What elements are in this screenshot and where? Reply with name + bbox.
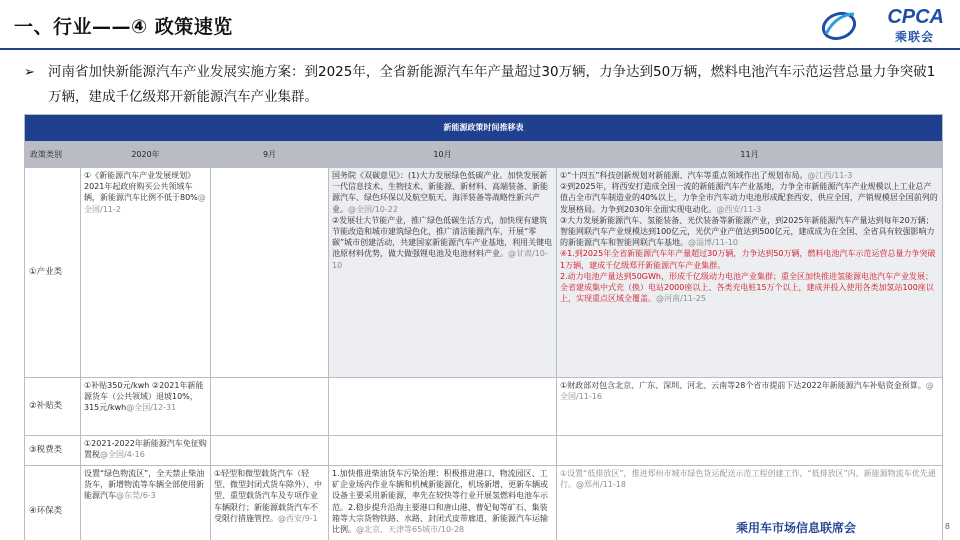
cell-nov	[557, 378, 943, 436]
cell-sep	[211, 378, 329, 436]
column-header: 2020年	[81, 142, 211, 168]
summary-paragraph	[24, 60, 944, 110]
logo-subtext: 乘联会	[894, 30, 934, 44]
table-row-tax	[25, 436, 943, 466]
policy-entry: 国务院《双碳意见》：(1)大力发展绿色低碳产业。加快发展新一代信息技术、生物技术、新能源、新材料、高端装备、新能源汽车、绿色环保以及航空航天、海洋装备等战略性新兴产业。@全国/10-22	[332, 171, 548, 214]
policy-entry: ③大力发展新能源汽车、氢能装备、光伏装备等新能源产业，到2025年新能源汽车产量达到每年20万辆；智能网联汽车产业规模达到100亿元，光伏产业产值达到500亿元，建成成为在全国、全省具有较强影响力的新能源汽车和智能网联汽车基地。@淄博/11-10	[560, 215, 935, 248]
cell-2020: ①补贴350元/kwh ②2021年新能源货车（公共领域）退坡10%，315元/kwh@全国/12-31	[81, 378, 211, 436]
row-label: ④环保类	[25, 466, 81, 540]
column-header: 政策类别	[25, 142, 81, 168]
policy-entry-highlight: 2.动力电池产量达到50GWh，形成千亿级动力电池产业集群；重全区加快推进氢能源电池汽车产业发展；全省建成集中式充（换）电站2000座以上、各类充电桩15万个以上，建成并投入使用各类加氢站100座以上，实现重点区域全覆盖。@河南/11-25	[560, 271, 934, 304]
cell-sep: ①轻型和微型载货汽车（轻型、微型封闭式货车除外）、中型、重型载货汽车及专项作业车辆限行；新能源载货汽车不受限行措施管控。@西安/9-1	[211, 466, 329, 540]
table-caption: 新能源政策时间推移表	[25, 115, 943, 142]
policy-entry: ①“十四五”科技创新规划对新能源、汽车等重点领域作出了规划布局。@江西/11-3	[560, 171, 853, 180]
cell-2020: 设置“绿色物流区”，全天禁止柴油货车，新增物流等车辆全部使用新能源汽车@东莞/6-3	[81, 466, 211, 540]
table-row-industry	[25, 168, 943, 378]
column-header: 11月	[557, 142, 943, 168]
cell-nov	[557, 436, 943, 466]
cell-2020: ①2021-2022年新能源汽车免征购置税@全国/4-16	[81, 436, 211, 466]
policy-timeline-table	[24, 114, 942, 540]
cell-oct	[329, 378, 557, 436]
logo-text: CPCA	[887, 6, 944, 28]
cpca-logo	[820, 4, 950, 46]
cell-oct	[329, 168, 557, 378]
policy-entry: ②到2025年，将西安打造成全国一流的新能源汽车产业基地，力争全市新能源汽车产业规模以上工业总产值占全市汽车制造业的40%以上，力争全市汽车动力电池形成配套西安、供应全国，产销规模居全国前列的发展格局。力争到2030年全面实现电动化。@西安/11-3	[560, 182, 938, 214]
bullet-arrow-icon: ➢	[24, 65, 35, 80]
policy-entry: ②发展壮大节能产业，推广绿色低碳生活方式，加快现有建筑节能改造和城市建筑绿色化，推广清洁能源汽车，开展“零碳”城市创建活动，共建国家新能源汽车产业基地，利用关键电池原材料优势，做大做强锂电池及电池材料产业。@甘肃/10-10	[332, 215, 553, 270]
policy-entry: ①财政部对包含北京、广东、深圳、河北、云南等28个省市提前下达2022年新能源汽车补贴资金预算。@全国/11-16	[560, 381, 934, 402]
column-header: 10月	[329, 142, 557, 168]
page-number: 8	[944, 522, 950, 531]
policy-entry-highlight: ④1.到2025年全省新能源汽车年产量超过30万辆，力争达到50万辆，燃料电池汽车示范运营总量力争突破1万辆，建成千亿级郑开新能源汽车产业集群。	[560, 249, 936, 270]
page-title: 一、行业——④ 政策速览	[14, 16, 233, 38]
table-row-subsidy	[25, 378, 943, 436]
cell-oct	[329, 466, 557, 540]
policy-entry: ①设置“低排放区”，推进郑州市城市绿色货运配送示范工程创建工作，“低排放区”内，新能源物流车优先通行。@郑州/11-18	[560, 469, 936, 490]
title-divider	[0, 48, 960, 50]
cell-sep	[211, 168, 329, 378]
row-label: ②补贴类	[25, 378, 81, 436]
row-label: ③税费类	[25, 436, 81, 466]
cell-oct	[329, 436, 557, 466]
cell-nov	[557, 168, 943, 378]
cell-2020: ①《新能源汽车产业发展规划》2021年起政府购买公共领域车辆，新能源汽车比例不低于80%@全国/11-2	[81, 168, 211, 378]
cell-sep	[211, 436, 329, 466]
summary-text: 河南省加快新能源汽车产业发展实施方案：到2025年，全省新能源汽车年产量超过30万辆，力争达到50万辆，燃料电池汽车示范运营总量力争突破1万辆，建成千亿级郑开新能源汽车产业集群。	[48, 64, 936, 105]
row-label: ①产业类	[25, 168, 81, 378]
footer-organization: 乘用车市场信息联席会	[736, 521, 857, 535]
policy-entry: 1.加快推进柴油货车污染治理：积极推进港口、物流园区、工矿企业场内作业车辆和机械新能源化，机场新增、更新车辆或设备主要采用新能源，率先在较快等行业开展氢燃料电池车示范。2.稳步提升沿海主要港口和唐山港、曹妃甸等矿石、集装箱等大宗货物铁路、水路、封闭式皮带廊道、新能源汽车运输比例。@北京、天津等65城市/10-28	[332, 469, 548, 535]
logo-swoosh-icon	[820, 8, 858, 42]
column-header: 9月	[211, 142, 329, 168]
